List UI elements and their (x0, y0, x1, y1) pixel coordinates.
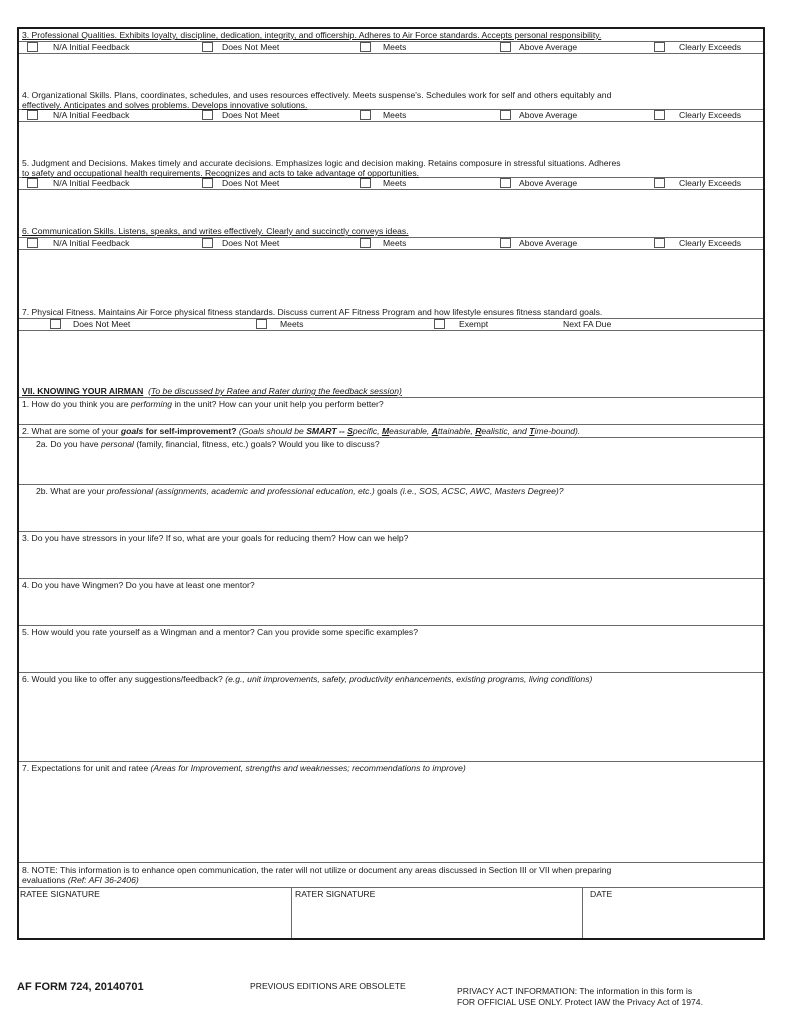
rating-options (19, 238, 763, 250)
item-professional-qualities (19, 29, 763, 89)
item-text: 6. Communication Skills. Listens, speaks, and writes effectively. Clearly and succinctly conveys ideas. (19, 225, 763, 238)
checkbox-above-average[interactable] (500, 42, 511, 52)
answer-field-q4[interactable] (19, 590, 763, 625)
q2-s-rest: pecific, (352, 426, 382, 436)
item-text: 3. Professional Qualities. Exhibits loyalty, discipline, dedication, integrity, and officership. Adheres to Air Force standards. Accepts personal responsibility. (19, 29, 763, 42)
section-vii-heading (19, 385, 763, 398)
rating-options (19, 42, 763, 54)
checkbox-does-not-meet[interactable] (202, 110, 213, 120)
checkbox-does-not-meet[interactable] (202, 42, 213, 52)
ratee-signature-label: RATEE SIGNATURE (20, 889, 100, 899)
item-organizational-skills (19, 89, 763, 157)
comment-field-organizational-skills[interactable] (19, 122, 763, 156)
label-meets: Meets (383, 178, 407, 188)
q2b-goals: goals (374, 486, 401, 496)
q2-goals: goals (120, 426, 144, 436)
af-form-724 (17, 27, 765, 940)
note-text-end: evaluations (22, 875, 68, 885)
label-clearly-exceeds: Clearly Exceeds (679, 238, 742, 248)
label-fitness-exempt: Exempt (459, 319, 489, 329)
checkbox-na-initial-feedback[interactable] (27, 238, 38, 248)
rating-options (19, 178, 763, 190)
checkbox-na-initial-feedback[interactable] (27, 42, 38, 52)
label-meets: Meets (383, 42, 407, 52)
checkbox-above-average[interactable] (500, 110, 511, 120)
checkbox-clearly-exceeds[interactable] (654, 42, 665, 52)
q2-a: A (431, 426, 438, 436)
q2-dash: -- (336, 426, 348, 436)
ratee-signature-cell[interactable] (19, 888, 291, 938)
item-text-line2: effectively. Anticipates and solves problems. Develops innovative solutions. (22, 100, 308, 110)
q6-examples: (e.g., unit improvements, safety, productivity enhancements, existing programs, living conditions) (225, 674, 593, 684)
q2b-text: 2b. What are your (36, 486, 107, 496)
q2-r-rest: ealistic, and (481, 426, 530, 436)
fitness-options (19, 319, 763, 331)
checkbox-meets[interactable] (360, 42, 371, 52)
note-reference: (Ref: AFI 36-2406) (67, 875, 139, 885)
q6-text: 6. Would you like to offer any suggestions/feedback? (22, 674, 226, 684)
checkbox-meets[interactable] (360, 238, 371, 248)
q1-emphasis: performing (130, 399, 172, 409)
answer-field-q2b[interactable] (19, 496, 763, 531)
q3-text: 3. Do you have stressors in your life? If so, what are your goals for reducing them? How can we help? (22, 533, 409, 543)
checkbox-meets[interactable] (360, 110, 371, 120)
question-2b (19, 485, 763, 532)
q2-m: M (381, 426, 390, 436)
date-cell[interactable] (582, 888, 763, 938)
section-title: VII. KNOWING YOUR AIRMAN (22, 386, 144, 396)
answer-field-q3[interactable] (19, 543, 763, 578)
q1-text: 1. How do you think you are (22, 399, 131, 409)
note-text: 8. NOTE: This information is to enhance open communication, the rater will not utilize or document any areas discussed in Section III or VII when preparing (22, 865, 612, 875)
checkbox-na-initial-feedback[interactable] (27, 110, 38, 120)
answer-field-q5[interactable] (19, 637, 763, 672)
q2-t-rest: ime-bound). (534, 426, 581, 436)
q2-note: (Goals should be (236, 426, 307, 436)
rater-signature-label: RATER SIGNATURE (295, 889, 376, 899)
item-text-line1: 5. Judgment and Decisions. Makes timely and accurate decisions. Emphasizes logic and decision making. Retains composure in stressful situations. Adheres (22, 158, 621, 168)
q2b-emphasis: professional (assignments, academic and professional education, etc.) (106, 486, 375, 496)
checkbox-meets[interactable] (360, 178, 371, 188)
comment-field-communication-skills[interactable] (19, 250, 763, 305)
checkbox-above-average[interactable] (500, 238, 511, 248)
form-identifier: AF FORM 724, 20140701 (17, 981, 144, 993)
label-clearly-exceeds: Clearly Exceeds (679, 42, 742, 52)
q2a-text: 2a. Do you have (36, 439, 101, 449)
item-physical-fitness (19, 306, 763, 385)
q2a-text-end: (family, financial, fitness, etc.) goals? Would you like to discuss? (133, 439, 380, 449)
q2-t: T (529, 426, 535, 436)
label-na-initial-feedback: N/A Initial Feedback (53, 178, 130, 188)
comment-field-professional-qualities[interactable] (19, 54, 763, 88)
label-above-average: Above Average (519, 42, 578, 52)
label-clearly-exceeds: Clearly Exceeds (679, 178, 742, 188)
form-footer (17, 981, 787, 1021)
question-1 (19, 398, 763, 425)
q1-text-end: in the unit? How can your unit help you perform better? (172, 399, 384, 409)
comment-field-judgment-decisions[interactable] (19, 190, 763, 224)
signature-block (19, 888, 763, 938)
checkbox-does-not-meet[interactable] (202, 178, 213, 188)
q2-smart: SMART (306, 426, 337, 436)
label-above-average: Above Average (519, 238, 578, 248)
note-8 (19, 863, 763, 888)
privacy-line-2: FOR OFFICIAL USE ONLY. Protect IAW the Privacy Act of 1974. (457, 997, 703, 1007)
q7-examples: (Areas for Improvement, strengths and weaknesses; recommendations to improve) (150, 763, 466, 773)
label-na-initial-feedback: N/A Initial Feedback (53, 42, 130, 52)
label-does-not-meet: Does Not Meet (222, 238, 280, 248)
q2b-examples: (i.e., SOS, ACSC, AWC, Masters Degree)? (400, 486, 564, 496)
q2-s: S (347, 426, 353, 436)
label-above-average: Above Average (519, 178, 578, 188)
question-2 (19, 425, 763, 438)
privacy-act-notice (457, 986, 703, 1008)
checkbox-fitness-does-not-meet[interactable] (50, 319, 61, 329)
comment-field-physical-fitness[interactable] (19, 331, 763, 384)
label-na-initial-feedback: N/A Initial Feedback (53, 238, 130, 248)
label-above-average: Above Average (519, 110, 578, 120)
question-7 (19, 762, 763, 863)
answer-field-q7[interactable] (19, 773, 763, 862)
label-does-not-meet: Does Not Meet (222, 42, 280, 52)
question-5 (19, 626, 763, 673)
label-next-fa-due: Next FA Due (563, 319, 612, 329)
checkbox-clearly-exceeds[interactable] (654, 238, 665, 248)
label-fitness-does-not-meet: Does Not Meet (73, 319, 131, 329)
q7-text: 7. Expectations for unit and ratee (22, 763, 151, 773)
label-does-not-meet: Does Not Meet (222, 178, 280, 188)
date-label: DATE (590, 889, 613, 899)
item-text-line1: 4. Organizational Skills. Plans, coordinates, schedules, and uses resources effectively. Meets suspense's. Schedules work for self and others equitably and (22, 90, 612, 100)
item-communication-skills (19, 225, 763, 306)
section-note: (To be discussed by Ratee and Rater during the feedback session) (148, 386, 402, 396)
q2-a-rest: ttainable, (437, 426, 476, 436)
checkbox-fitness-exempt[interactable] (434, 319, 445, 329)
label-meets: Meets (383, 110, 407, 120)
q5-text: 5. How would you rate yourself as a Wingman and a mentor? Can you provide some specific examples? (22, 627, 418, 637)
checkbox-clearly-exceeds[interactable] (654, 110, 665, 120)
checkbox-fitness-meets[interactable] (256, 319, 267, 329)
label-does-not-meet: Does Not Meet (222, 110, 280, 120)
label-meets: Meets (383, 238, 407, 248)
answer-field-q2a[interactable] (19, 449, 763, 484)
question-2a (19, 438, 763, 485)
q4-text: 4. Do you have Wingmen? Do you have at least one mentor? (22, 580, 255, 590)
label-fitness-meets: Meets (280, 319, 304, 329)
next-fa-due-field[interactable] (624, 319, 754, 329)
checkbox-does-not-meet[interactable] (202, 238, 213, 248)
answer-field-q1[interactable] (19, 409, 763, 424)
q2-r: R (475, 426, 482, 436)
item-judgment-decisions (19, 157, 763, 225)
checkbox-na-initial-feedback[interactable] (27, 178, 38, 188)
q2-m-rest: easurable, (389, 426, 432, 436)
rater-signature-cell[interactable] (291, 888, 582, 938)
label-clearly-exceeds: Clearly Exceeds (679, 110, 742, 120)
answer-field-q6[interactable] (19, 684, 763, 761)
q2a-emphasis: personal (100, 439, 134, 449)
q2-text: 2. What are some of your (22, 426, 121, 436)
checkbox-above-average[interactable] (500, 178, 511, 188)
q2-self-improvement: for self-improvement? (143, 426, 237, 436)
label-na-initial-feedback: N/A Initial Feedback (53, 110, 130, 120)
item-text-line2: to safety and occupational health requirements. Recognizes and acts to take advantage of opportunities. (22, 168, 419, 178)
item-text: 7. Physical Fitness. Maintains Air Force physical fitness standards. Discuss current AF Fitness Program and how lifestyle ensures fitness standard goals. (19, 306, 763, 319)
privacy-line-1: PRIVACY ACT INFORMATION: The information in this form is (457, 986, 693, 996)
question-4 (19, 579, 763, 626)
question-3 (19, 532, 763, 579)
rating-options (19, 110, 763, 122)
previous-editions-notice: PREVIOUS EDITIONS ARE OBSOLETE (250, 981, 406, 991)
question-6 (19, 673, 763, 762)
checkbox-clearly-exceeds[interactable] (654, 178, 665, 188)
